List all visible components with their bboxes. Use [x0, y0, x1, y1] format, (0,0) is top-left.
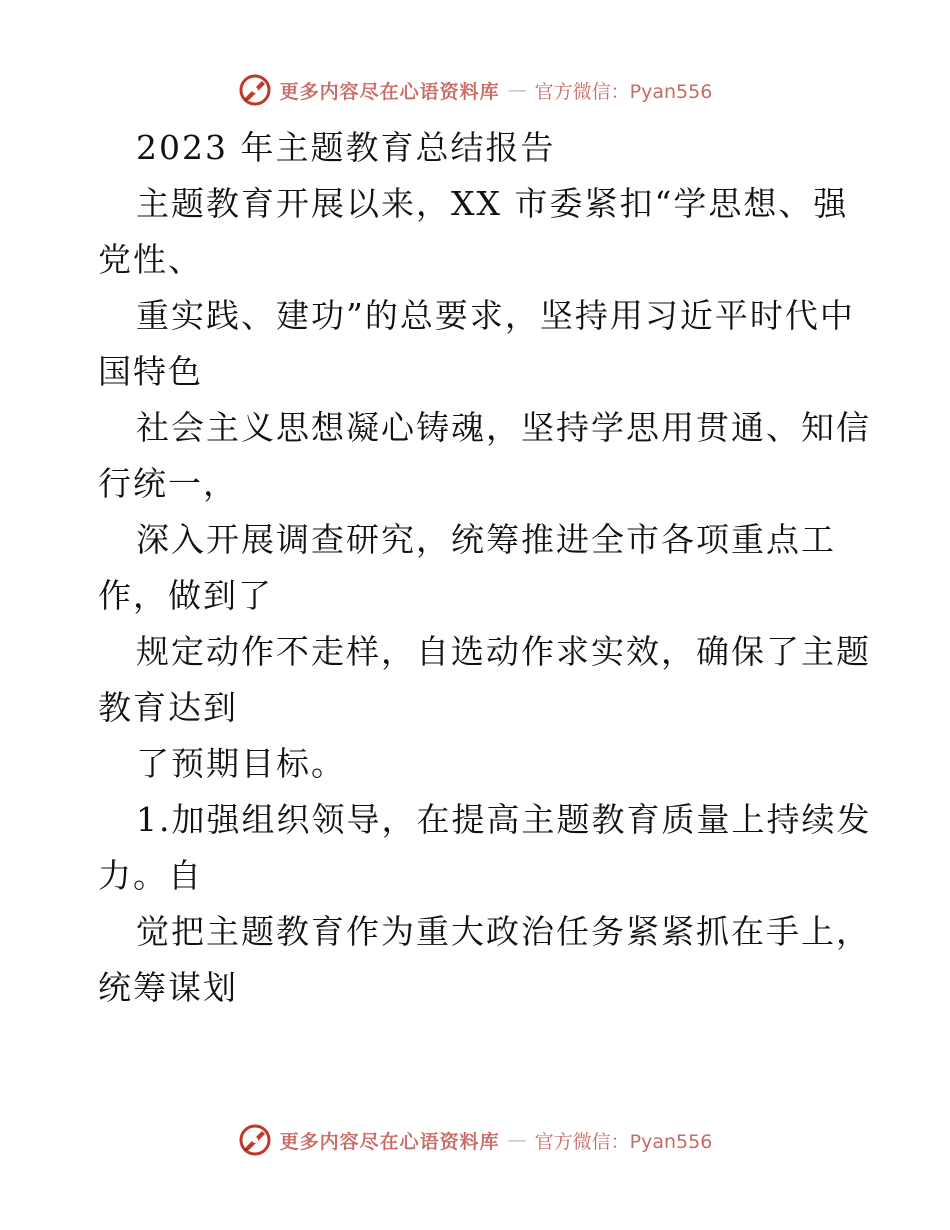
- text-line: 深入开展调查研究，统筹推进全市各项重点工: [136, 520, 836, 559]
- text-line: 1.加强组织领导，在提高主题教育质量上持续发: [136, 800, 872, 839]
- text-line: 社会主义思想凝心铸魂，坚持学思用贯通、知信: [136, 408, 871, 447]
- pen-logo-icon: [238, 73, 272, 107]
- text-line: 重实践、建功”的总要求，坚持用习近平时代中: [136, 296, 855, 335]
- watermark-separator: —: [507, 1129, 527, 1151]
- text-line: 作，做到了: [98, 576, 273, 615]
- text-line: 国特色: [98, 352, 203, 391]
- document-body: [98, 120, 872, 1016]
- watermark-wechat-text: 官方微信：Pyan556: [534, 80, 713, 103]
- watermark-separator: —: [507, 79, 527, 101]
- text-line: 了预期目标。: [136, 744, 346, 783]
- watermark-wechat-text: 官方微信：Pyan556: [534, 1130, 713, 1153]
- text-line: 主题教育开展以来，XX 市委紧扣“学思想、强: [136, 184, 849, 223]
- text-line: 行统一，: [98, 464, 238, 503]
- footer-watermark: [0, 1120, 950, 1160]
- watermark-brand-text: 更多内容尽在心语资料库: [279, 1130, 500, 1153]
- text-line: 统筹谋划: [98, 968, 238, 1007]
- text-line: 规定动作不走样，自选动作求实效，确保了主题: [136, 632, 871, 671]
- text-line: 党性、: [98, 240, 203, 279]
- text-line: 觉把主题教育作为重大政治任务紧紧抓在手上，: [136, 912, 871, 951]
- pen-logo-icon: [238, 1123, 272, 1157]
- text-line: 力。自: [98, 856, 203, 895]
- text-line: 教育达到: [98, 688, 238, 727]
- watermark-brand-text: 更多内容尽在心语资料库: [279, 80, 500, 103]
- header-watermark: [0, 70, 950, 110]
- document-title: 2023 年主题教育总结报告: [136, 128, 556, 167]
